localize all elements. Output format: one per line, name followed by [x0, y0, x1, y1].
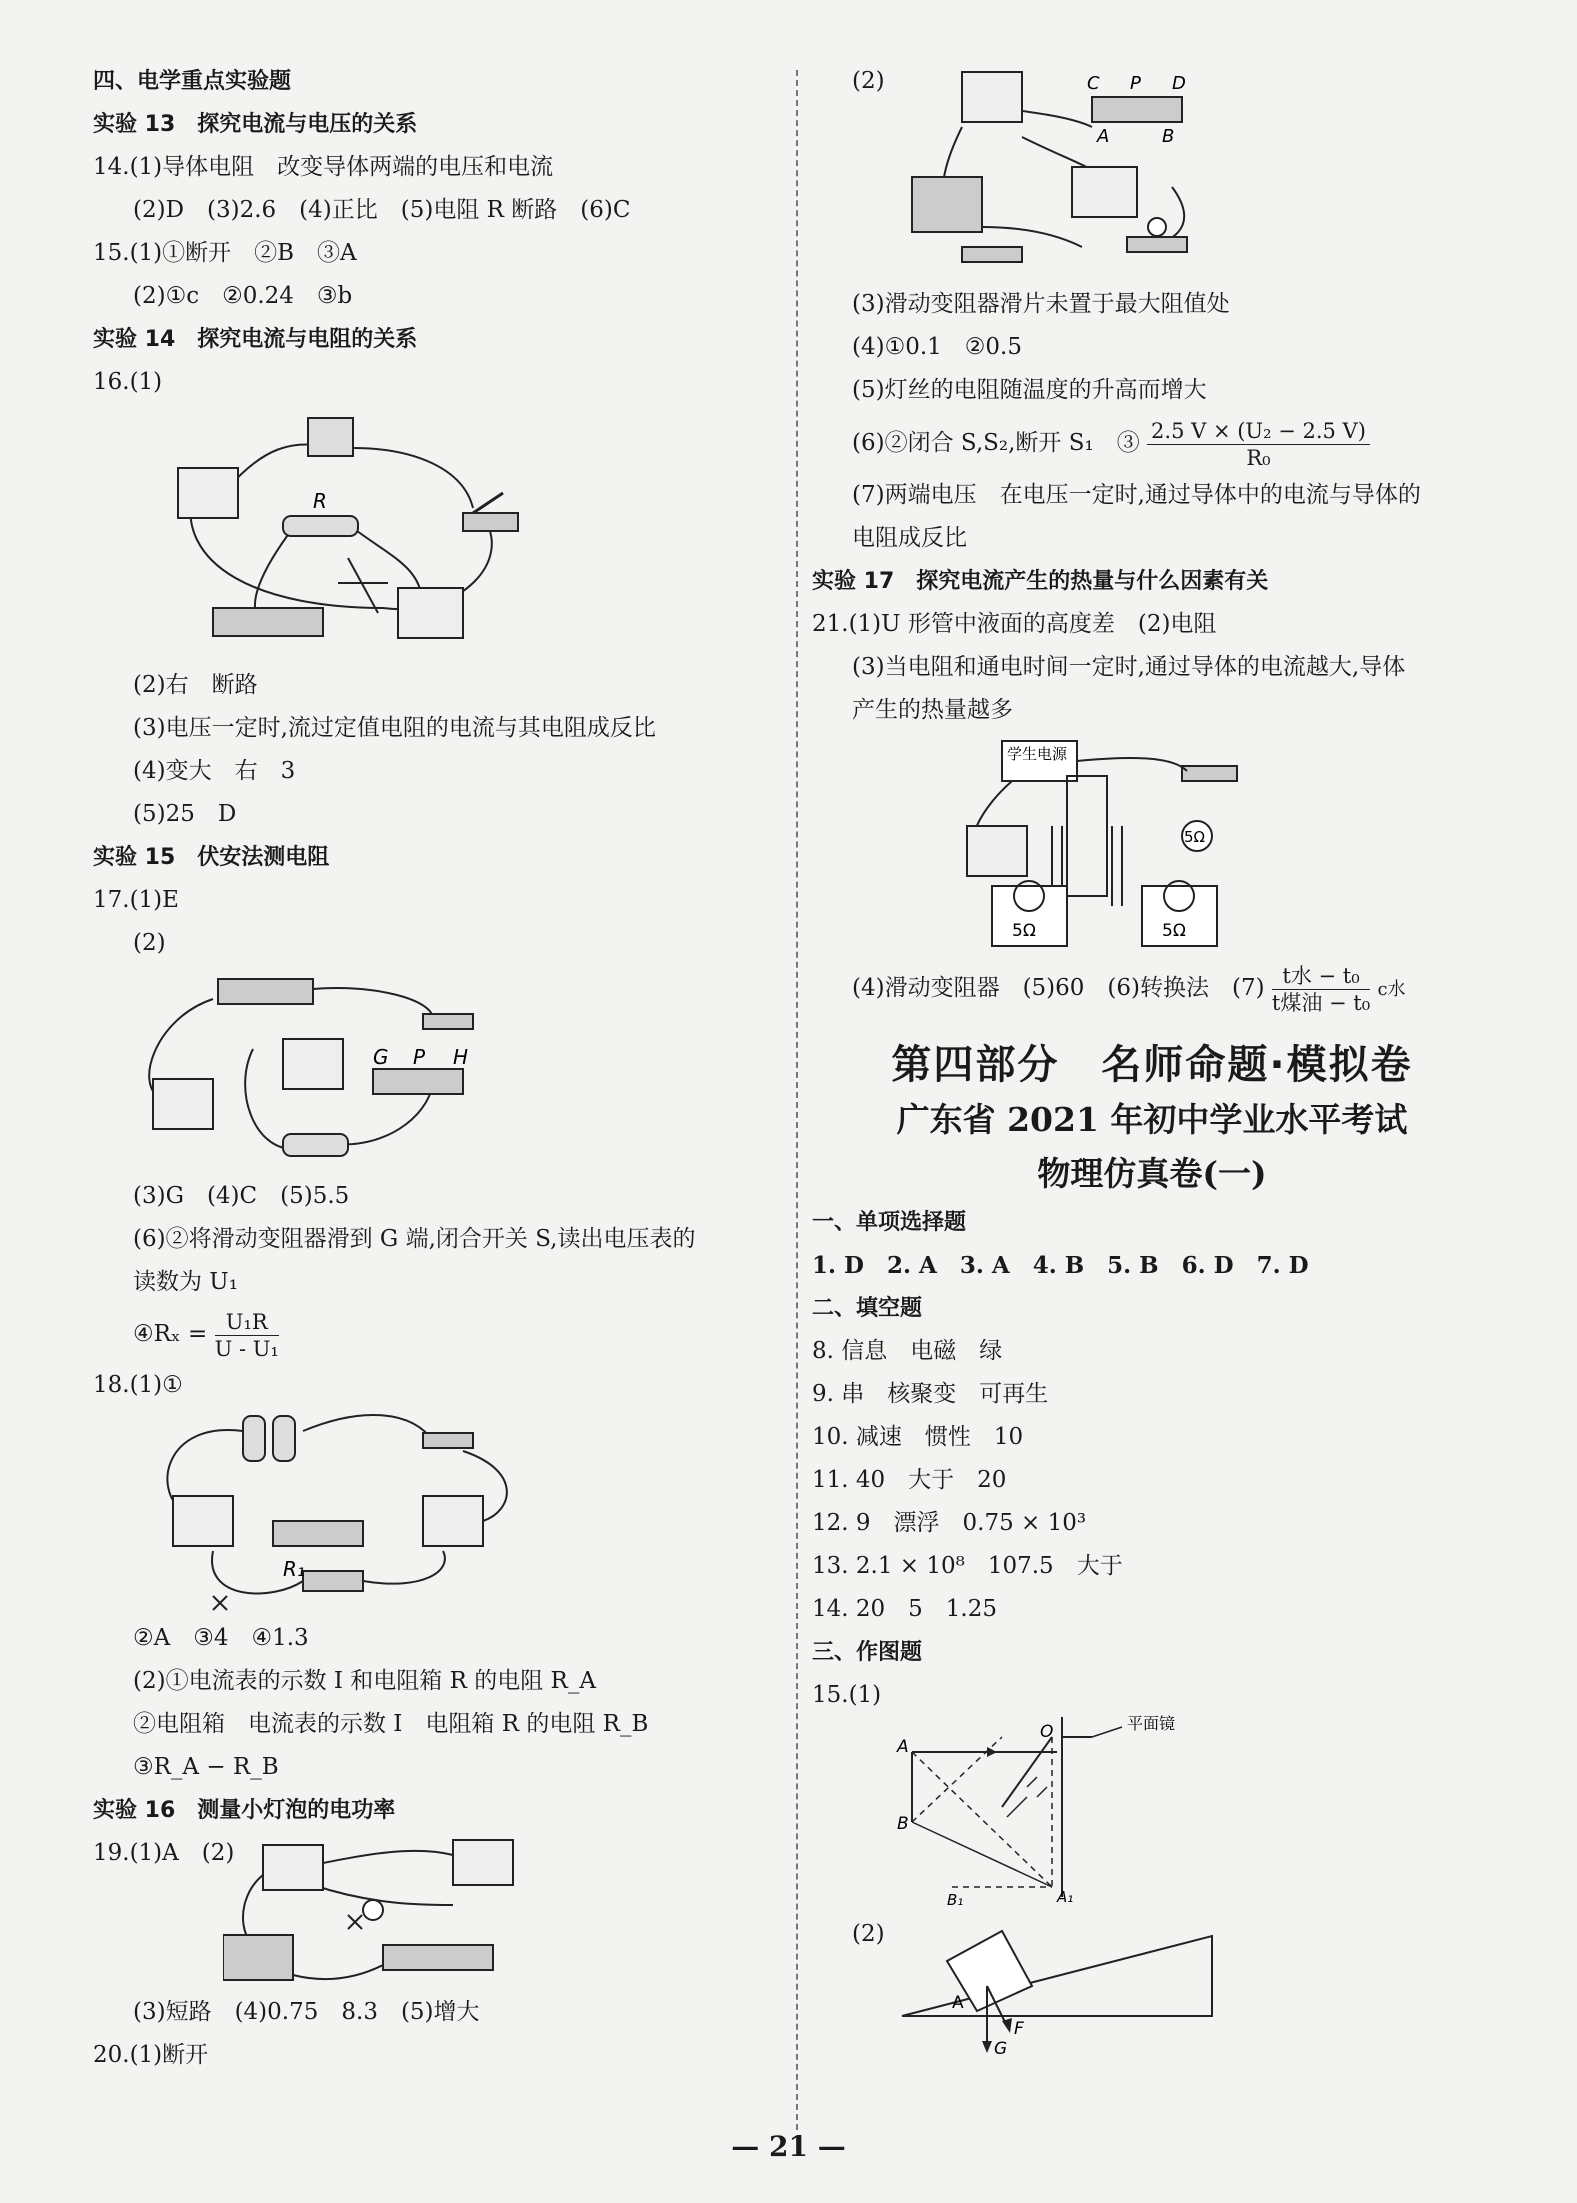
answer-20-2: (2) — [852, 68, 885, 94]
left-column — [93, 60, 788, 2077]
circuit-diagram-20 — [872, 67, 1252, 277]
section-fill-blank: 二、填空题 — [812, 1296, 923, 1321]
terminal-a-label: A — [1097, 126, 1110, 147]
voltmeter-icon — [263, 1845, 323, 1890]
terminal-b-label: B — [1162, 126, 1175, 147]
answer-21-4-prefix: (4)滑动变阻器 (5)60 (6)转换法 (7) — [852, 975, 1265, 1001]
battery-icon — [223, 1935, 293, 1980]
answer-18-4: ②电阻箱 电流表的示数 I 电阻箱 R 的电阻 R_B — [133, 1711, 649, 1737]
voltmeter-icon — [283, 1039, 343, 1089]
answer-21-3a: (3)当电阻和通电时间一定时,通过导体的电流越大,导体 — [852, 654, 1406, 680]
formula-fraction — [1147, 418, 1370, 471]
answer-18-5: ③R_A − R_B — [133, 1754, 279, 1780]
resistor-top-label: 5Ω — [1184, 828, 1206, 846]
answers-1-7: 1. D 2. A 3. A 4. B 5. B 6. D 7. D — [812, 1252, 1309, 1279]
answer-20-6 — [812, 412, 1492, 474]
answer-14-1: 14.(1)导体电阻 改变导体两端的电压和电流 — [93, 154, 554, 180]
answer-15-1: 15.(1) — [812, 1682, 882, 1708]
formula-numerator: t水 − t₀ — [1272, 963, 1370, 990]
experiment-14-heading: 实验 14 探究电流与电阻的关系 — [93, 327, 418, 352]
rheostat-icon — [1092, 97, 1182, 122]
answer-16-3: (3)电压一定时,流过定值电阻的电流与其电阻成反比 — [133, 715, 656, 741]
resistor-icon — [303, 1571, 363, 1591]
circuit-diagram-17 — [133, 969, 553, 1169]
bulb-icon — [363, 1900, 383, 1920]
ammeter-icon — [962, 72, 1022, 122]
switch-icon — [423, 1433, 473, 1448]
answer-17-6b: 读数为 U₁ — [133, 1269, 238, 1295]
answer-20-7b: 电阻成反比 — [852, 525, 967, 551]
scale-ruler-icon — [1067, 776, 1107, 896]
answer-19-3: (3)短路 (4)0.75 8.3 (5)增大 — [133, 1999, 480, 2025]
switch-icon — [423, 1014, 473, 1029]
answer-8: 8. 信息 电磁 绿 — [812, 1338, 1003, 1364]
answer-21-3b: 产生的热量越多 — [852, 697, 1013, 723]
circuit-diagram-16 — [133, 408, 553, 658]
rheostat-icon — [373, 1069, 463, 1094]
page-number: — 21 — — [731, 2130, 846, 2163]
answer-15-2: (2)①c ②0.24 ③b — [133, 283, 353, 309]
answer-19-1: 19.(1)A (2) — [93, 1840, 235, 1866]
exam-title: 广东省 2021 年初中学业水平考试 — [896, 1100, 1408, 1139]
voltmeter-icon — [178, 468, 238, 518]
exam-subtitle: 物理仿真卷(一) — [1037, 1154, 1267, 1193]
point-o-label: O — [1040, 1722, 1054, 1742]
battery-icon — [308, 418, 353, 456]
point-b-label: B — [897, 1814, 909, 1834]
resistor-left-label: 5Ω — [1012, 921, 1036, 941]
bulb-icon — [1148, 218, 1166, 236]
answer-20-7a: (7)两端电压 在电压一定时,通过导体中的电流与导体的 — [852, 482, 1421, 508]
answer-15-1: 15.(1)①断开 ②B ③A — [93, 240, 357, 266]
answer-16-1: 16.(1) — [93, 369, 163, 395]
experiment-15-heading: 实验 15 伏安法测电阻 — [93, 845, 330, 870]
answer-17-2: (2) — [133, 930, 166, 956]
rheostat-icon — [273, 1521, 363, 1546]
answer-17-1: 17.(1)E — [93, 887, 179, 913]
right-column — [812, 60, 1492, 2062]
part-four-title: 第四部分 名师命题·模拟卷 — [891, 1042, 1413, 1088]
answer-17-6c — [93, 1304, 788, 1364]
section-heading: 四、电学重点实验题 — [93, 69, 292, 94]
answer-20-3: (3)滑动变阻器滑片未置于最大阻值处 — [852, 291, 1230, 317]
formula-prefix: ④Rₓ = — [133, 1321, 208, 1347]
formula-fraction — [215, 1309, 279, 1362]
answer-10: 10. 减速 惯性 10 — [812, 1424, 1024, 1450]
ammeter-icon — [453, 1840, 513, 1885]
answer-21-4 — [812, 957, 1492, 1021]
mirror-label: 平面镜 — [1127, 1714, 1176, 1733]
resistor-icon — [283, 1134, 348, 1156]
terminal-c-label: C — [1087, 73, 1100, 94]
terminal-p-label: P — [1130, 73, 1141, 94]
answer-13: 13. 2.1 × 10⁸ 107.5 大于 — [812, 1553, 1123, 1579]
heat-experiment-diagram — [952, 736, 1272, 951]
answer-17-3: (3)G (4)C (5)5.5 — [133, 1183, 350, 1209]
rheostat-icon — [213, 608, 323, 636]
answer-18-2: ②A ③4 ④1.3 — [133, 1625, 309, 1651]
ammeter-icon — [398, 588, 463, 638]
answer-14-2: (2)D (3)2.6 (4)正比 (5)电阻 R 断路 (6)C — [133, 197, 631, 223]
formula-numerator: U₁R — [215, 1309, 279, 1336]
formula-denominator: U - U₁ — [214, 1336, 279, 1361]
point-a-label: A — [897, 1737, 909, 1757]
answer-17-6a: (6)②将滑动变阻器滑到 G 端,闭合开关 S,读出电压表的 — [133, 1226, 696, 1252]
resistor-icon — [283, 516, 358, 536]
section-drawing: 三、作图题 — [812, 1640, 923, 1665]
formula-fraction — [1272, 963, 1370, 1016]
answer-20-5: (5)灯丝的电阻随温度的升高而增大 — [852, 377, 1207, 403]
answer-20-1: 20.(1)断开 — [93, 2042, 209, 2068]
terminal-g-label: G — [373, 1045, 389, 1069]
ammeter-icon — [153, 1079, 213, 1129]
answer-16-4: (4)变大 右 3 — [133, 758, 296, 784]
rheostat-icon — [383, 1945, 493, 1970]
experiment-17-heading: 实验 17 探究电流产生的热量与什么因素有关 — [812, 569, 1269, 594]
answer-9: 9. 串 核聚变 可再生 — [812, 1381, 1049, 1407]
battery-icon — [243, 1416, 265, 1461]
bulb-base-icon — [1127, 237, 1187, 252]
answer-12: 12. 9 漂浮 0.75 × 10³ — [812, 1510, 1087, 1536]
answer-20-4: (4)①0.1 ②0.5 — [852, 334, 1022, 360]
answer-21-4-suffix: c水 — [1377, 979, 1406, 1000]
formula-prefix: (6)②闭合 S,S₂,断开 S₁ ③ — [852, 430, 1140, 456]
answer-14: 14. 20 5 1.25 — [812, 1596, 997, 1622]
battery-icon — [912, 177, 982, 232]
force-f-label: F — [1014, 2019, 1024, 2039]
block-a-label: A — [952, 1993, 964, 2013]
circuit-diagram-19 — [223, 1835, 643, 1985]
battery-icon — [218, 979, 313, 1004]
circuit-diagram-18 — [133, 1411, 553, 1611]
point-a1-label: A₁ — [1057, 1888, 1074, 1906]
answer-16-2: (2)右 断路 — [133, 672, 258, 698]
switch-icon — [1182, 766, 1237, 781]
section-single-choice: 一、单项选择题 — [812, 1210, 967, 1235]
voltmeter-icon — [423, 1496, 483, 1546]
ammeter-icon — [967, 826, 1027, 876]
answer-15-2: (2) — [852, 1921, 885, 1947]
mirror-reflection-diagram — [892, 1707, 1212, 1907]
experiment-13-heading: 实验 13 探究电流与电压的关系 — [93, 112, 418, 137]
force-g-label: G — [994, 2039, 1008, 2056]
answer-11: 11. 40 大于 20 — [812, 1467, 1007, 1493]
switch-icon — [463, 513, 518, 531]
answer-16-5: (5)25 D — [133, 801, 237, 827]
answer-21-1: 21.(1)U 形管中液面的高度差 (2)电阻 — [812, 611, 1217, 637]
column-divider — [796, 70, 798, 2130]
resistor-label: R — [313, 489, 327, 513]
resistor-right-label: 5Ω — [1162, 921, 1186, 941]
switch-icon — [962, 247, 1022, 262]
terminal-p-label: P — [413, 1045, 426, 1069]
terminal-d-label: D — [1172, 73, 1186, 94]
terminal-h-label: H — [453, 1045, 469, 1069]
formula-denominator: R₀ — [1246, 445, 1271, 470]
answer-18-1: 18.(1)① — [93, 1372, 183, 1398]
experiment-16-heading: 实验 16 测量小灯泡的电功率 — [93, 1798, 396, 1823]
formula-denominator: t煤油 − t₀ — [1271, 990, 1371, 1015]
ammeter-icon — [173, 1496, 233, 1546]
voltmeter-icon — [1072, 167, 1137, 217]
answer-18-3: (2)①电流表的示数 I 和电阻箱 R 的电阻 R_A — [133, 1668, 596, 1694]
resistor-r1-label: R₁ — [283, 1557, 305, 1581]
formula-numerator: 2.5 V × (U₂ − 2.5 V) — [1147, 418, 1370, 445]
power-supply-label: 学生电源 — [1007, 745, 1068, 763]
incline-force-diagram — [892, 1916, 1232, 2056]
point-b1-label: B₁ — [947, 1891, 964, 1907]
